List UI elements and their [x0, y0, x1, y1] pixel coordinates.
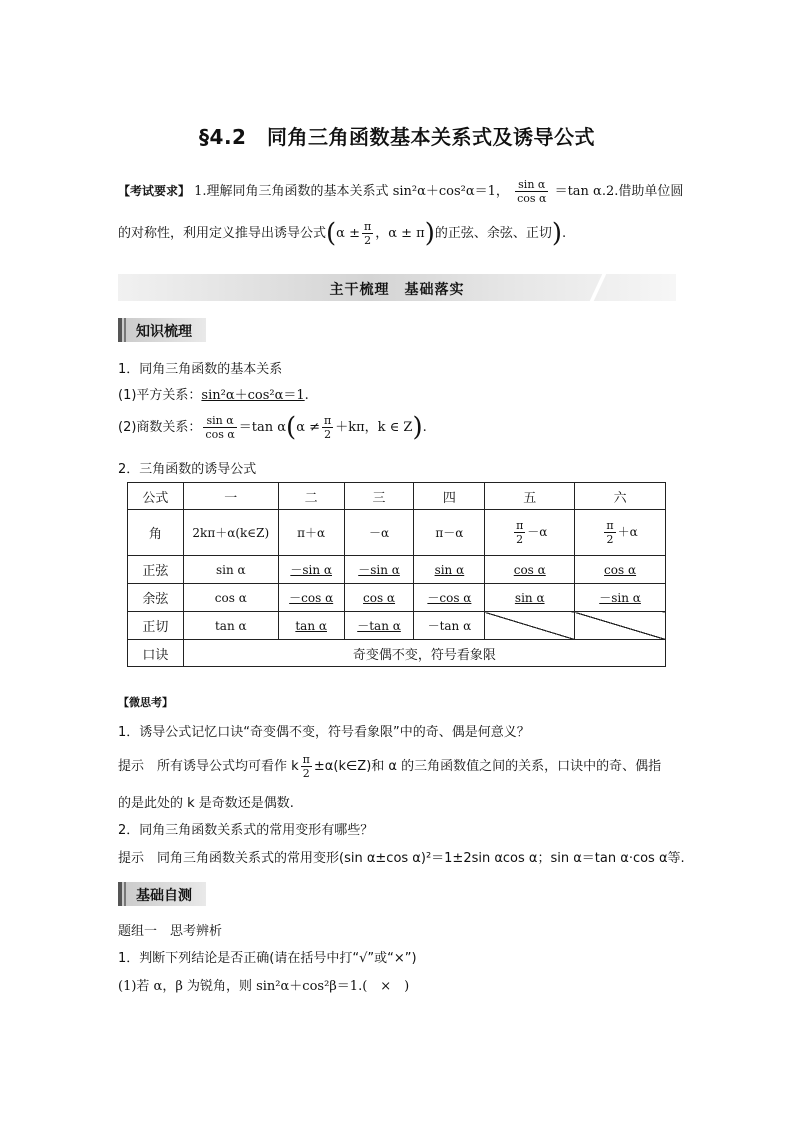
table-row-rhyme: 口诀 奇变偶不变，符号看象限 [128, 640, 666, 667]
table-row-sin: 正弦 sin α －sin α －sin α sin α cos α cos α [128, 556, 666, 584]
quotient-relation: (2)商数关系： $\frac{\text{sin α}}{\text{cos α}}$ ＝tan α(α ≠ $\frac{\pi}{2}$ ＋kπ，k ∈ Z). [118, 412, 427, 443]
think-answer-2: 提示 同角三角函数关系式的常用变形(sin α±cos α)²＝1±2sin αcos α；sin α＝tan α·cos α等. [118, 851, 685, 866]
judgment-question: 1．判断下列结论是否正确(请在括号中打“√”或“×”) [118, 951, 417, 966]
table-header-row: 公式 一 二 三 四 五 六 [128, 483, 666, 510]
fraction-sin-over-cos: $\frac{\text{sin α}}{\text{cos α}}$ [517, 178, 547, 205]
table-row-cos: 余弦 cos α －cos α cos α －cos α sin α －sin α [128, 584, 666, 612]
requirement-text-2: ＝tan α.2.借助单位圆 [554, 184, 684, 199]
section-tag-self-test: 基础自测 [118, 882, 206, 906]
section-tag-knowledge: 知识梳理 [118, 318, 206, 342]
think-label: 【微思考】 [118, 696, 173, 709]
heading-induction-formulas: 2．三角函数的诱导公式 [118, 462, 257, 477]
requirement-label: 【考试要求】 [118, 184, 191, 198]
induction-formula-table [127, 482, 666, 667]
requirement-text-1: 1.理解同角三角函数的基本关系式 sin²α＋cos²α＝1， [194, 184, 509, 199]
page-title: §4.2 同角三角函数基本关系式及诱导公式 [199, 125, 595, 149]
diagonal-empty-cell [485, 612, 575, 640]
think-answer-1-cont: 的是此处的 k 是奇数还是偶数. [118, 796, 294, 811]
table-row-angle: 角 2kπ＋α(k∈Z) π＋α －α π－α $\frac{\pi}{2}$ －α $\frac{\pi}{2}$ ＋α [128, 510, 666, 556]
heading-basic-relations: 1．同角三角函数的基本关系 [118, 362, 283, 377]
square-relation-formula: sin²α＋cos²α＝1 [201, 388, 305, 403]
exam-requirement-line2: 的对称性，利用定义推导出诱导公式(α ± $\frac{\pi}{2}$ ，α ± π)的正弦、余弦、正切). [118, 218, 567, 249]
think-question-2: 2．同角三角函数关系式的常用变形有哪些？ [118, 823, 374, 838]
judgment-item-1: (1)若 α，β 为锐角，则 sin²α＋cos²β＝1.( × ) [118, 979, 410, 994]
banner-title: 主干梳理 基础落实 [329, 282, 465, 298]
diagonal-empty-cell [575, 612, 666, 640]
table-row-tan: 正切 tan α tan α －tan α －tan α [128, 612, 666, 640]
think-question-1: 1．诱导公式记忆口诀“奇变偶不变，符号看象限”中的奇、偶是何意义？ [118, 725, 530, 740]
exam-requirement-line1 [118, 178, 683, 205]
section-banner [118, 274, 676, 301]
question-group-title: 题组一 思考辨析 [118, 924, 223, 939]
think-answer-1: 提示 所有诱导公式均可看作 k $\frac{\pi}{2}$ ±α(k∈Z)和 α 的三角函数值之间的关系，口诀中的奇、偶指 [118, 753, 662, 780]
fraction-pi-over-2: $\frac{\pi}{2}$ [363, 220, 372, 247]
square-relation: (1)平方关系：sin²α＋cos²α＝1. [118, 388, 309, 403]
